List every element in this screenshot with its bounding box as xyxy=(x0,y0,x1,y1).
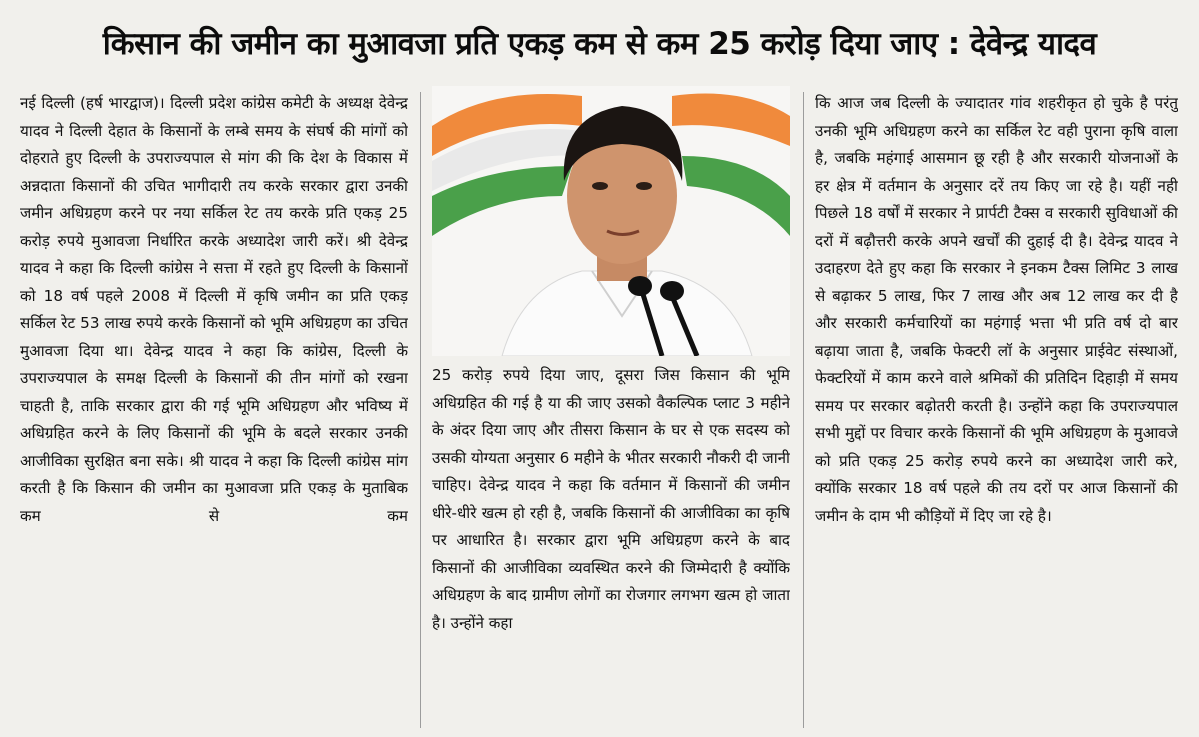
column-divider-2 xyxy=(803,92,804,728)
headline: किसान की जमीन का मुआवजा प्रति एकड़ कम से कम 25 करोड़ दिया जाए : देवेन्द्र यादव xyxy=(102,26,1097,62)
column-1-text: नई दिल्ली (हर्ष भारद्वाज)। दिल्ली प्रदेश कांग्रेस कमेटी के अध्यक्ष देवेन्द्र यादव ने दिल्ली देहात के किसानों के लम्बे समय के संघर्ष की मांगों को दोहराते हुए दिल्ली के उपराज्यपाल से मांग की कि देश के विकास में अन्नदाता किसानों की उचित भागीदारी तय करके सरकार द्वारा उनकी जमीन अधिग्रहण करने पर नया सर्किल रेट तय करके प्रति एकड़ 25 करोड़ रुपये मुआवजा निर्धारित करके अध्यादेश जारी करें। श्री देवेन्द्र यादव ने कहा कि दिल्ली कांग्रेस ने सत्ता में रहते हुए दिल्ली के किसानों को 18 वर्ष पहले 2008 में दिल्ली में कृषि जमीन का प्रति एकड़ सर्किल रेट 53 लाख रुपये करके किसानों को भूमि अधिग्रहण का उचित मुआवजा दिया था। देवेन्द्र यादव ने कहा कि कांग्रेस, दिल्ली के उपराज्यपाल के समक्ष दिल्ली के किसानों की तीन मांगों को रखना चाहती है, ताकि सरकार द्वारा की गई भूमि अधिग्रहण और भविष्य में अधिग्रहित करने के लिए किसानों की भूमि के बदले सरकार उनकी आजीविका सुरक्षित बना सके। श्री यादव ने कहा कि दिल्ली कांग्रेस मांग करती है कि किसान की जमीन का मुआवजा प्रति एकड़ के मुताबिक कम से कम xyxy=(20,94,408,525)
speaker-photo xyxy=(432,86,790,356)
article-column-3 xyxy=(815,90,1178,730)
column-divider-1 xyxy=(420,92,421,728)
article-column-2 xyxy=(432,362,790,730)
column-2-text: 25 करोड़ रुपये दिया जाए, दूसरा जिस किसान की भूमि अधिग्रहित की गई है या की जाए उसको वैकल्पिक प्लाट 3 महीने के अंदर दिया जाए और तीसरा किसान के घर से एक सदस्य को उसकी योग्यता अनुसार 6 महीने के भीतर सरकारी नौकरी दी जानी चाहिए। देवेन्द्र यादव ने कहा कि वर्तमान में किसानों की जमीन धीरे-धीरे खत्म हो रही है, जबकि किसानों की आजीविका का कृषि पर आधारित है। सरकार द्वारा भूमि अधिग्रहण करने के बाद किसानों की आजीविका व्यवस्थित करने की जिम्मेदारी है क्योंकि अधिग्रहण के बाद ग्रामीण लोगों का रोजगार लगभग खत्म हो जाता है। उन्होंने कहा xyxy=(432,366,790,632)
article-column-1 xyxy=(20,90,408,730)
speaker-photo-illustration xyxy=(432,86,790,356)
column-3-text: कि आज जब दिल्ली के ज्यादातर गांव शहरीकृत हो चुके है परंतु उनकी भूमि अधिग्रहण करने का सर्किल रेट वही पुराना कृषि वाला है, जबकि महंगाई आसमान छू रही है और सरकारी योजनाओं के हर क्षेत्र में वर्तमान के अनुसार दरें तय किए जा रहे है। यहीं नही पिछले 18 वर्षों में सरकार ने प्रार्पटी टैक्स व सरकारी सुविधाओं की दरों में बढ़ौत्तरी करके अपने खर्चों की दुहाई दी है। देवेन्द्र यादव ने उदाहरण देते हुए कहा कि सरकार ने इनकम टैक्स लिमिट 3 लाख से बढ़ाकर 5 लाख, फिर 7 लाख और अब 12 लाख कर दी है और सरकारी कर्मचारियों का महंगाई भत्ता भी प्रति वर्ष दो बार बढ़ाया जाता है, जबकि फेक्टरी लॉ के अनुसार प्राईवेट संस्थाओं, फेक्टरियों में काम करने वाले श्रमिकों की प्रतिदिन दिहाड़ी में समय समय पर सरकार बढ़ोतरी करती है। उन्होंने कहा कि उपराज्यपाल सभी मुद्दों पर विचार करके किसानों की भूमि अधिग्रहण के मुआवजे को प्रति एकड़ 25 करोड़ रुपये करने का अध्यादेश जारी करे, क्योंकि सरकार 18 वर्ष पहले की तय दरों पर आज किसानों की जमीन के दाम भी कौड़ियों में दिए जा रहे है। xyxy=(815,94,1178,525)
